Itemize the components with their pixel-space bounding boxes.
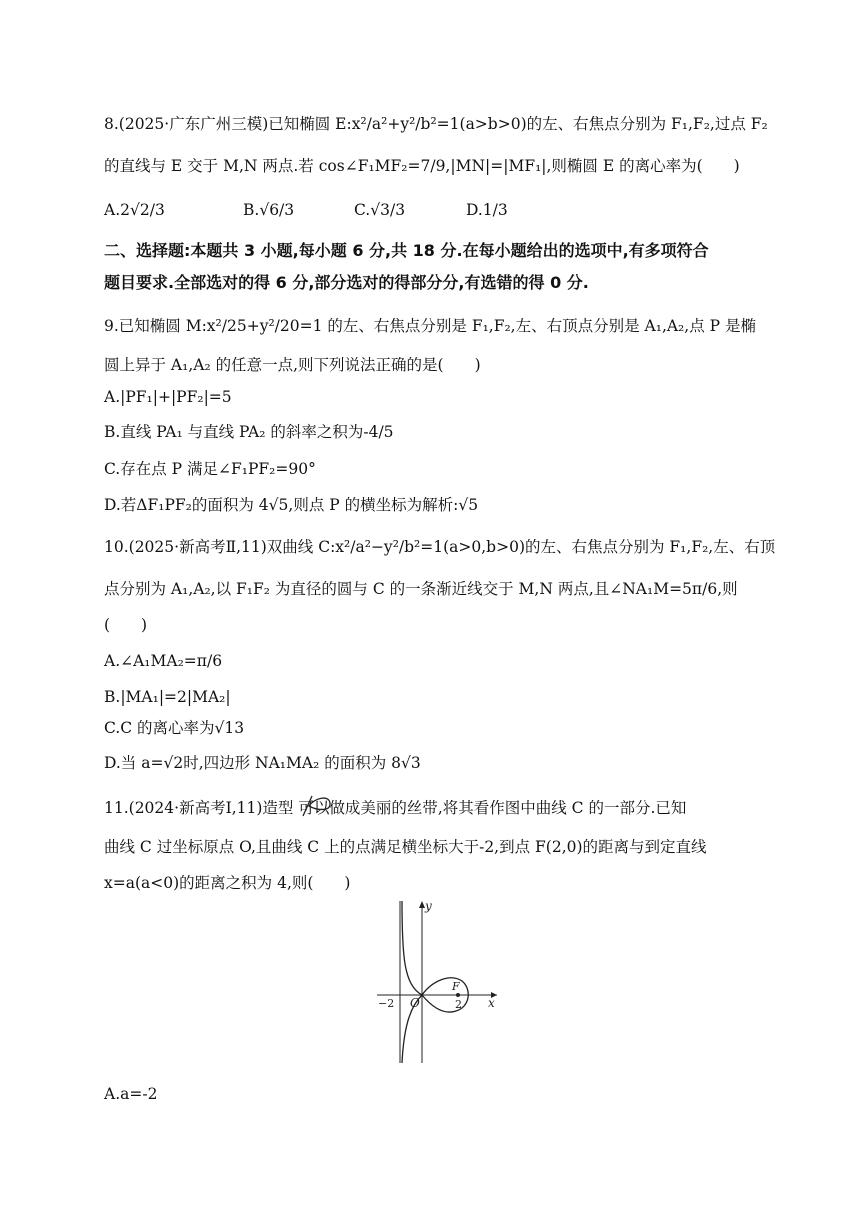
q10-stem-line2: 点分别为 A₁,A₂,以 F₁F₂ 为直径的圆与 C 的一条渐近线交于 M,N 两点,且∠NA₁M=5π/6,则: [104, 580, 738, 598]
q11-stem-line1-text: 11.(2024·新高考Ⅰ,11)造型 可以做成美丽的丝带,将其看作图中曲线 C 的一部分.已知: [104, 799, 687, 817]
q11-stem-line2: 曲线 C 过坐标原点 O,且曲线 C 上的点满足横坐标大于-2,到点 F(2,0)的距离与到定直线: [104, 838, 707, 856]
q8-option-d: D.1/3: [466, 201, 508, 219]
q11-option-a: A.a=-2: [104, 1085, 158, 1103]
q9-option-b: B.直线 PA₁ 与直线 PA₂ 的斜率之积为-4/5: [104, 423, 394, 441]
q11-stem-line1: [104, 797, 686, 819]
q8-option-c: C.√3/3: [354, 201, 406, 219]
q10-option-d: D.当 a=√2时,四边形 NA₁MA₂ 的面积为 8√3: [104, 754, 421, 772]
neg-tick-label: −2: [378, 997, 395, 1010]
q9-option-a: A.|PF₁|+|PF₂|=5: [104, 388, 232, 406]
q8-stem-line2: 的直线与 E 交于 M,N 两点.若 cos∠F₁MF₂=7/9,|MN|=|MF₁|,则椭圆 E 的离心率为( ): [104, 157, 740, 175]
q10-option-b: B.|MA₁|=2|MA₂|: [104, 688, 231, 706]
x-axis-label: x: [488, 996, 495, 1010]
q10-stem-line3: ( ): [104, 616, 148, 634]
q9-option-c: C.存在点 P 满足∠F₁PF₂=90°: [104, 460, 316, 478]
focus-label: F: [452, 980, 460, 993]
origin-label: O: [410, 996, 420, 1010]
q11-stem-line3: x=a(a<0)的距离之积为 4,则( ): [104, 874, 351, 892]
q8-stem-line1: 8.(2025·广东广州三模)已知椭圆 E:x²/a²+y²/b²=1(a>b>0)的左、右焦点分别为 F₁,F₂,过点 F₂: [104, 115, 768, 133]
y-axis-label: y: [425, 899, 432, 913]
q9-stem-line1: 9.已知椭圆 M:x²/25+y²/20=1 的左、右焦点分别是 F₁,F₂,左、右顶点分别是 A₁,A₂,点 P 是椭: [104, 317, 756, 335]
q9-stem-line2: 圆上异于 A₁,A₂ 的任意一点,则下列说法正确的是( ): [104, 356, 481, 374]
curve-figure: [372, 897, 502, 1067]
q10-option-c: C.C 的离心率为√13: [104, 719, 245, 737]
q9-option-d: D.若ΔF₁PF₂的面积为 4√5,则点 P 的横坐标为解析:√5: [104, 496, 479, 514]
q8-option-a: A.2√2/3: [104, 201, 165, 219]
ribbon-icon: [300, 792, 334, 818]
section2-heading-line1: 二、选择题:本题共 3 小题,每小题 6 分,共 18 分.在每小题给出的选项中,有多项符合: [104, 241, 709, 260]
q10-stem-line1: 10.(2025·新高考Ⅱ,11)双曲线 C:x²/a²−y²/b²=1(a>0,b>0)的左、右焦点分别为 F₁,F₂,左、右顶: [104, 538, 776, 556]
q8-option-b: B.√6/3: [243, 201, 295, 219]
curve-left-branch: [402, 901, 422, 1063]
focus-point: [456, 993, 460, 997]
q10-option-a: A.∠A₁MA₂=π/6: [104, 652, 223, 670]
section2-heading-line2: 题目要求.全部选对的得 6 分,部分选对的得部分分,有选错的得 0 分.: [104, 273, 589, 292]
pos-tick-label: 2: [455, 998, 462, 1011]
